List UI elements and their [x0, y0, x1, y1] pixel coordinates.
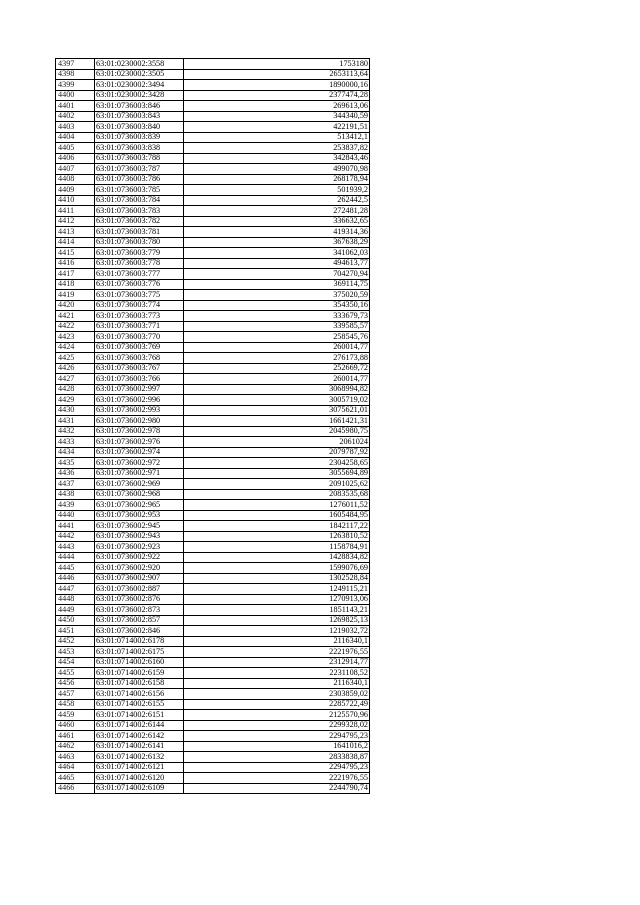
- cadastral-number-cell: 63:01:0736003:780: [95, 237, 184, 248]
- table-row: [56, 227, 370, 238]
- row-number-cell: 4463: [56, 752, 95, 763]
- table-row: [56, 321, 370, 332]
- value-cell: 1219032,72: [184, 626, 370, 637]
- cadastral-number-cell: 63:01:0736003:838: [95, 143, 184, 154]
- table-row: [56, 468, 370, 479]
- cadastral-number-cell: 63:01:0230002:3558: [95, 59, 184, 70]
- cadastral-number-cell: 63:01:0736003:840: [95, 122, 184, 133]
- cadastral-number-cell: 63:01:0736002:971: [95, 468, 184, 479]
- row-number-cell: 4426: [56, 363, 95, 374]
- cadastral-number-cell: 63:01:0736002:993: [95, 405, 184, 416]
- row-number-cell: 4409: [56, 185, 95, 196]
- cadastral-number-cell: 63:01:0714002:6175: [95, 647, 184, 658]
- table-row: [56, 69, 370, 80]
- row-number-cell: 4462: [56, 741, 95, 752]
- table-row: [56, 353, 370, 364]
- value-cell: 2294795,23: [184, 731, 370, 742]
- table-row: [56, 615, 370, 626]
- row-number-cell: 4445: [56, 563, 95, 574]
- row-number-cell: 4399: [56, 80, 95, 91]
- table-row: [56, 500, 370, 511]
- table-row: [56, 374, 370, 385]
- value-cell: 2299328,02: [184, 720, 370, 731]
- cadastral-number-cell: 63:01:0736002:920: [95, 563, 184, 574]
- cadastral-number-cell: 63:01:0736003:771: [95, 321, 184, 332]
- value-cell: 501939,2: [184, 185, 370, 196]
- row-number-cell: 4405: [56, 143, 95, 154]
- table-row: [56, 573, 370, 584]
- cadastral-number-cell: 63:01:0736002:969: [95, 479, 184, 490]
- row-number-cell: 4439: [56, 500, 95, 511]
- cadastral-number-cell: 63:01:0736003:782: [95, 216, 184, 227]
- table-row: [56, 542, 370, 553]
- table-row: [56, 521, 370, 532]
- row-number-cell: 4411: [56, 206, 95, 217]
- table-row: [56, 132, 370, 143]
- row-number-cell: 4404: [56, 132, 95, 143]
- cadastral-number-cell: 63:01:0714002:6178: [95, 636, 184, 647]
- row-number-cell: 4441: [56, 521, 95, 532]
- cadastral-number-cell: 63:01:0736002:968: [95, 489, 184, 500]
- table-row: [56, 752, 370, 763]
- value-cell: 342843,46: [184, 153, 370, 164]
- table-row: [56, 447, 370, 458]
- cadastral-number-cell: 63:01:0714002:6120: [95, 773, 184, 784]
- value-cell: 1842117,22: [184, 521, 370, 532]
- table-row: [56, 237, 370, 248]
- row-number-cell: 4420: [56, 300, 95, 311]
- cadastral-number-cell: 63:01:0714002:6158: [95, 678, 184, 689]
- value-cell: 258545,76: [184, 332, 370, 343]
- value-cell: 3005719,02: [184, 395, 370, 406]
- value-cell: 260014,77: [184, 374, 370, 385]
- cadastral-number-cell: 63:01:0714002:6142: [95, 731, 184, 742]
- table-row: [56, 279, 370, 290]
- cadastral-number-cell: 63:01:0736003:846: [95, 101, 184, 112]
- row-number-cell: 4466: [56, 783, 95, 794]
- value-cell: 272481,28: [184, 206, 370, 217]
- value-cell: 2285722,49: [184, 699, 370, 710]
- cadastral-number-cell: 63:01:0714002:6121: [95, 762, 184, 773]
- value-cell: 513412,1: [184, 132, 370, 143]
- row-number-cell: 4435: [56, 458, 95, 469]
- cadastral-number-cell: 63:01:0736002:978: [95, 426, 184, 437]
- row-number-cell: 4398: [56, 69, 95, 80]
- value-cell: 2833838,87: [184, 752, 370, 763]
- cadastral-number-cell: 63:01:0714002:6155: [95, 699, 184, 710]
- table-row: [56, 80, 370, 91]
- cadastral-number-cell: 63:01:0736003:787: [95, 164, 184, 175]
- row-number-cell: 4403: [56, 122, 95, 133]
- table-row: [56, 311, 370, 322]
- row-number-cell: 4442: [56, 531, 95, 542]
- row-number-cell: 4410: [56, 195, 95, 206]
- row-number-cell: 4454: [56, 657, 95, 668]
- cadastral-number-cell: 63:01:0736003:766: [95, 374, 184, 385]
- row-number-cell: 4437: [56, 479, 95, 490]
- table-row: [56, 584, 370, 595]
- row-number-cell: 4414: [56, 237, 95, 248]
- cadastral-number-cell: 63:01:0736002:976: [95, 437, 184, 448]
- table-row: [56, 657, 370, 668]
- table-row: [56, 510, 370, 521]
- value-cell: 704270,94: [184, 269, 370, 280]
- value-cell: 354350,16: [184, 300, 370, 311]
- table-row: [56, 101, 370, 112]
- table-row: [56, 731, 370, 742]
- row-number-cell: 4448: [56, 594, 95, 605]
- row-number-cell: 4453: [56, 647, 95, 658]
- value-cell: 1269825,13: [184, 615, 370, 626]
- row-number-cell: 4412: [56, 216, 95, 227]
- table-row: [56, 405, 370, 416]
- table-row: [56, 300, 370, 311]
- table-row: [56, 111, 370, 122]
- row-number-cell: 4461: [56, 731, 95, 742]
- table-row: [56, 762, 370, 773]
- row-number-cell: 4421: [56, 311, 95, 322]
- cadastral-number-cell: 63:01:0736003:781: [95, 227, 184, 238]
- table-row: [56, 479, 370, 490]
- value-cell: 3055694,89: [184, 468, 370, 479]
- cadastral-number-cell: 63:01:0736002:974: [95, 447, 184, 458]
- table-row: [56, 90, 370, 101]
- table-row: [56, 594, 370, 605]
- row-number-cell: 4456: [56, 678, 95, 689]
- row-number-cell: 4452: [56, 636, 95, 647]
- cadastral-number-cell: 63:01:0736002:996: [95, 395, 184, 406]
- value-cell: 2303859,02: [184, 689, 370, 700]
- table-row: [56, 206, 370, 217]
- cadastral-number-cell: 63:01:0736003:776: [95, 279, 184, 290]
- row-number-cell: 4424: [56, 342, 95, 353]
- cadastral-number-cell: 63:01:0714002:6159: [95, 668, 184, 679]
- table-body: [56, 59, 370, 794]
- cadastral-number-cell: 63:01:0736002:923: [95, 542, 184, 553]
- table-row: [56, 153, 370, 164]
- row-number-cell: 4440: [56, 510, 95, 521]
- table-row: [56, 489, 370, 500]
- value-cell: 2244790,74: [184, 783, 370, 794]
- cadastral-number-cell: 63:01:0736002:943: [95, 531, 184, 542]
- row-number-cell: 4459: [56, 710, 95, 721]
- cadastral-number-cell: 63:01:0736002:965: [95, 500, 184, 511]
- table-row: [56, 342, 370, 353]
- cadastral-number-cell: 63:01:0736002:997: [95, 384, 184, 395]
- row-number-cell: 4438: [56, 489, 95, 500]
- cadastral-number-cell: 63:01:0230002:3494: [95, 80, 184, 91]
- row-number-cell: 4458: [56, 699, 95, 710]
- row-number-cell: 4422: [56, 321, 95, 332]
- value-cell: 2091025,62: [184, 479, 370, 490]
- row-number-cell: 4446: [56, 573, 95, 584]
- row-number-cell: 4451: [56, 626, 95, 637]
- value-cell: 2045980,75: [184, 426, 370, 437]
- value-cell: 1599076,69: [184, 563, 370, 574]
- table-row: [56, 332, 370, 343]
- table-row: [56, 605, 370, 616]
- value-cell: 1302528,84: [184, 573, 370, 584]
- cadastral-number-cell: 63:01:0736003:770: [95, 332, 184, 343]
- row-number-cell: 4455: [56, 668, 95, 679]
- value-cell: 1605484,95: [184, 510, 370, 521]
- value-cell: 375020,59: [184, 290, 370, 301]
- cadastral-number-cell: 63:01:0736003:785: [95, 185, 184, 196]
- table-row: [56, 668, 370, 679]
- table-row: [56, 699, 370, 710]
- value-cell: 1890000,16: [184, 80, 370, 91]
- value-cell: 2377474,28: [184, 90, 370, 101]
- table-row: [56, 59, 370, 70]
- value-cell: 2116340,1: [184, 636, 370, 647]
- row-number-cell: 4415: [56, 248, 95, 259]
- row-number-cell: 4430: [56, 405, 95, 416]
- row-number-cell: 4457: [56, 689, 95, 700]
- cadastral-number-cell: 63:01:0714002:6132: [95, 752, 184, 763]
- value-cell: 3075621,01: [184, 405, 370, 416]
- table-row: [56, 678, 370, 689]
- cadastral-number-cell: 63:01:0736003:777: [95, 269, 184, 280]
- row-number-cell: 4450: [56, 615, 95, 626]
- value-cell: 276173,88: [184, 353, 370, 364]
- value-cell: 2079787,92: [184, 447, 370, 458]
- table-row: [56, 143, 370, 154]
- row-number-cell: 4427: [56, 374, 95, 385]
- value-cell: 2304258,65: [184, 458, 370, 469]
- value-cell: 252669,72: [184, 363, 370, 374]
- row-number-cell: 4432: [56, 426, 95, 437]
- row-number-cell: 4423: [56, 332, 95, 343]
- row-number-cell: 4436: [56, 468, 95, 479]
- table-row: [56, 185, 370, 196]
- value-cell: 367638,29: [184, 237, 370, 248]
- table-row: [56, 195, 370, 206]
- value-cell: 344340,59: [184, 111, 370, 122]
- row-number-cell: 4416: [56, 258, 95, 269]
- table-row: [56, 248, 370, 259]
- cadastral-number-cell: 63:01:0736002:907: [95, 573, 184, 584]
- cadastral-number-cell: 63:01:0736003:839: [95, 132, 184, 143]
- table-row: [56, 773, 370, 784]
- table-row: [56, 269, 370, 280]
- value-cell: 269613,06: [184, 101, 370, 112]
- table-row: [56, 689, 370, 700]
- table-row: [56, 395, 370, 406]
- cadastral-number-cell: 63:01:0736003:768: [95, 353, 184, 364]
- cadastral-number-cell: 63:01:0736003:843: [95, 111, 184, 122]
- row-number-cell: 4434: [56, 447, 95, 458]
- value-cell: 3068994,82: [184, 384, 370, 395]
- table-row: [56, 216, 370, 227]
- row-number-cell: 4402: [56, 111, 95, 122]
- row-number-cell: 4417: [56, 269, 95, 280]
- value-cell: 260014,77: [184, 342, 370, 353]
- table-row: [56, 720, 370, 731]
- value-cell: 369114,75: [184, 279, 370, 290]
- value-cell: 2083535,68: [184, 489, 370, 500]
- value-cell: 419314,36: [184, 227, 370, 238]
- table-row: [56, 563, 370, 574]
- row-number-cell: 4407: [56, 164, 95, 175]
- cadastral-number-cell: 63:01:0736002:876: [95, 594, 184, 605]
- row-number-cell: 4431: [56, 416, 95, 427]
- row-number-cell: 4449: [56, 605, 95, 616]
- table-row: [56, 426, 370, 437]
- table-row: [56, 458, 370, 469]
- cadastral-number-cell: 63:01:0714002:6156: [95, 689, 184, 700]
- table-row: [56, 636, 370, 647]
- cadastral-number-cell: 63:01:0736003:786: [95, 174, 184, 185]
- table-row: [56, 437, 370, 448]
- table-row: [56, 626, 370, 637]
- value-cell: 2061024: [184, 437, 370, 448]
- cadastral-number-cell: 63:01:0736002:857: [95, 615, 184, 626]
- value-cell: 499070,98: [184, 164, 370, 175]
- table-row: [56, 416, 370, 427]
- table-row: [56, 384, 370, 395]
- row-number-cell: 4443: [56, 542, 95, 553]
- table-row: [56, 783, 370, 794]
- table-row: [56, 531, 370, 542]
- row-number-cell: 4444: [56, 552, 95, 563]
- table-row: [56, 647, 370, 658]
- row-number-cell: 4401: [56, 101, 95, 112]
- value-cell: 2221976,55: [184, 647, 370, 658]
- cadastral-number-cell: 63:01:0714002:6144: [95, 720, 184, 731]
- value-cell: 336632,65: [184, 216, 370, 227]
- row-number-cell: 4419: [56, 290, 95, 301]
- cadastral-number-cell: 63:01:0736002:972: [95, 458, 184, 469]
- cadastral-number-cell: 63:01:0736003:788: [95, 153, 184, 164]
- cadastral-number-cell: 63:01:0230002:3505: [95, 69, 184, 80]
- value-cell: 1851143,21: [184, 605, 370, 616]
- row-number-cell: 4418: [56, 279, 95, 290]
- value-cell: 2653113,64: [184, 69, 370, 80]
- value-cell: 253837,82: [184, 143, 370, 154]
- table-row: [56, 363, 370, 374]
- value-cell: 2116340,1: [184, 678, 370, 689]
- value-cell: 341062,03: [184, 248, 370, 259]
- table-row: [56, 164, 370, 175]
- cadastral-number-cell: 63:01:0714002:6109: [95, 783, 184, 794]
- row-number-cell: 4400: [56, 90, 95, 101]
- data-table: [55, 58, 370, 794]
- table-row: [56, 710, 370, 721]
- value-cell: 1263810,52: [184, 531, 370, 542]
- value-cell: 2294795,23: [184, 762, 370, 773]
- row-number-cell: 4413: [56, 227, 95, 238]
- row-number-cell: 4447: [56, 584, 95, 595]
- cadastral-number-cell: 63:01:0736002:922: [95, 552, 184, 563]
- cadastral-number-cell: 63:01:0736003:767: [95, 363, 184, 374]
- value-cell: 1276011,52: [184, 500, 370, 511]
- row-number-cell: 4397: [56, 59, 95, 70]
- row-number-cell: 4464: [56, 762, 95, 773]
- cadastral-number-cell: 63:01:0736003:784: [95, 195, 184, 206]
- value-cell: 2221976,55: [184, 773, 370, 784]
- row-number-cell: 4460: [56, 720, 95, 731]
- cadastral-number-cell: 63:01:0736002:953: [95, 510, 184, 521]
- table-row: [56, 741, 370, 752]
- row-number-cell: 4429: [56, 395, 95, 406]
- value-cell: 262442,5: [184, 195, 370, 206]
- cadastral-number-cell: 63:01:0736003:778: [95, 258, 184, 269]
- value-cell: 268178,94: [184, 174, 370, 185]
- cadastral-number-cell: 63:01:0714002:6160: [95, 657, 184, 668]
- table-row: [56, 174, 370, 185]
- value-cell: 1428834,82: [184, 552, 370, 563]
- value-cell: 333679,73: [184, 311, 370, 322]
- row-number-cell: 4406: [56, 153, 95, 164]
- cadastral-number-cell: 63:01:0736003:774: [95, 300, 184, 311]
- row-number-cell: 4408: [56, 174, 95, 185]
- value-cell: 1661421,31: [184, 416, 370, 427]
- value-cell: 422191,51: [184, 122, 370, 133]
- value-cell: 2231108,52: [184, 668, 370, 679]
- row-number-cell: 4433: [56, 437, 95, 448]
- value-cell: 494613,77: [184, 258, 370, 269]
- cadastral-number-cell: 63:01:0714002:6151: [95, 710, 184, 721]
- value-cell: 2312914,77: [184, 657, 370, 668]
- value-cell: 1270913,06: [184, 594, 370, 605]
- row-number-cell: 4428: [56, 384, 95, 395]
- cadastral-number-cell: 63:01:0736003:769: [95, 342, 184, 353]
- table-row: [56, 122, 370, 133]
- table-row: [56, 552, 370, 563]
- value-cell: 1753180: [184, 59, 370, 70]
- row-number-cell: 4465: [56, 773, 95, 784]
- table-row: [56, 290, 370, 301]
- cadastral-number-cell: 63:01:0230002:3428: [95, 90, 184, 101]
- value-cell: 339585,57: [184, 321, 370, 332]
- cadastral-number-cell: 63:01:0736003:779: [95, 248, 184, 259]
- cadastral-number-cell: 63:01:0736002:980: [95, 416, 184, 427]
- value-cell: 1158784,91: [184, 542, 370, 553]
- cadastral-number-cell: 63:01:0736003:775: [95, 290, 184, 301]
- cadastral-number-cell: 63:01:0736002:945: [95, 521, 184, 532]
- cadastral-number-cell: 63:01:0736002:887: [95, 584, 184, 595]
- cadastral-number-cell: 63:01:0736002:846: [95, 626, 184, 637]
- cadastral-number-cell: 63:01:0736002:873: [95, 605, 184, 616]
- value-cell: 1249115,21: [184, 584, 370, 595]
- value-cell: 1641016,2: [184, 741, 370, 752]
- cadastral-number-cell: 63:01:0736003:783: [95, 206, 184, 217]
- cadastral-number-cell: 63:01:0736003:773: [95, 311, 184, 322]
- row-number-cell: 4425: [56, 353, 95, 364]
- cadastral-number-cell: 63:01:0714002:6141: [95, 741, 184, 752]
- table-row: [56, 258, 370, 269]
- value-cell: 2125570,96: [184, 710, 370, 721]
